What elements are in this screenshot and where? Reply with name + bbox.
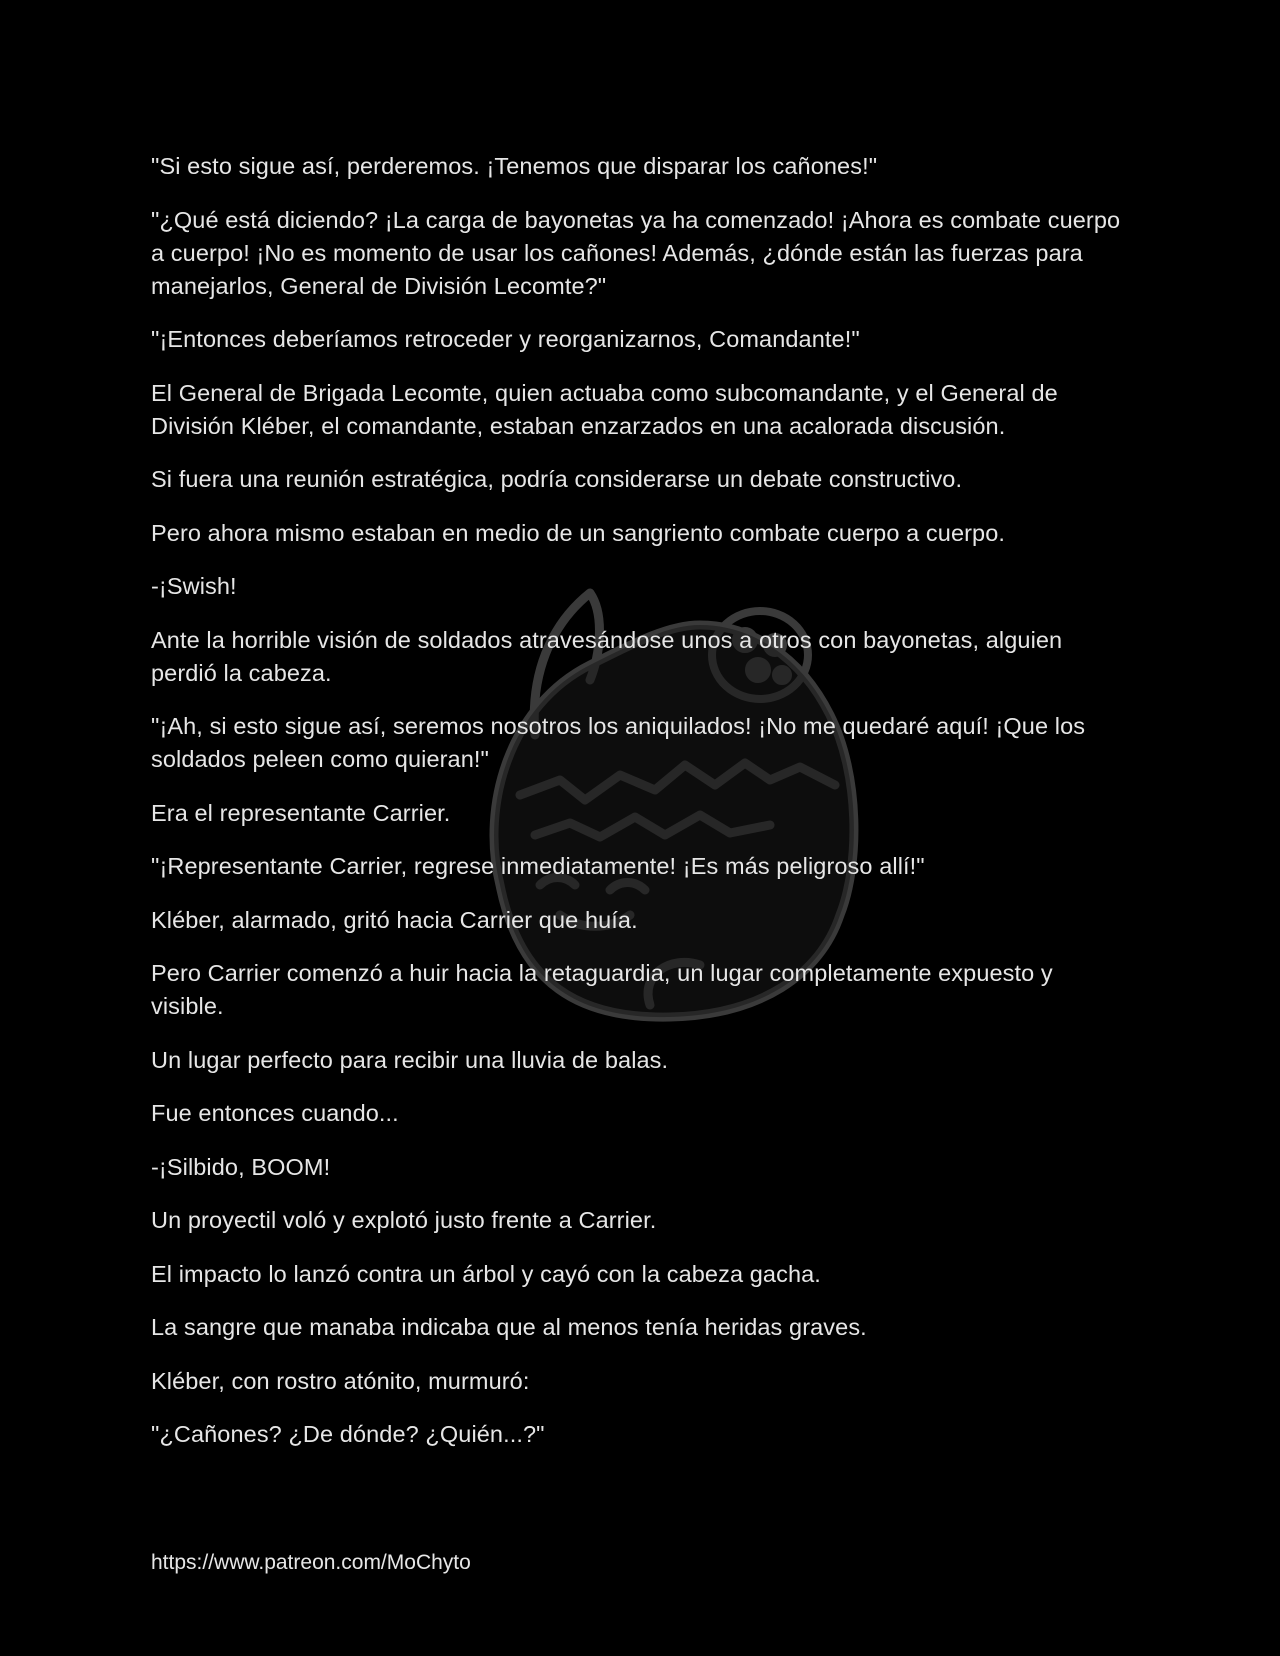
paragraph: Pero ahora mismo estaban en medio de un sangriento combate cuerpo a cuerpo. <box>151 519 1006 546</box>
paragraph: "¿Cañones? ¿De dónde? ¿Quién...?" <box>151 1421 545 1447</box>
paragraph: "¡Representante Carrier, regrese inmediatamente! ¡Es más peligroso allí!" <box>151 853 925 879</box>
chapter-text <box>151 150 1131 1472</box>
paragraph: Kléber, alarmado, gritó hacia Carrier que huía. <box>151 906 638 933</box>
paragraph: Un lugar perfecto para recibir una lluvia de balas. <box>151 1046 669 1073</box>
paragraph: Kléber, con rostro atónito, murmuró: <box>151 1367 530 1394</box>
paragraph: "¿Qué está diciendo? ¡La carga de bayonetas ya ha comenzado! ¡Ahora es combate cuerpo a cuerpo! ¡No es momento de usar los cañones! Además, ¿dónde están las fuerzas para manejarlos, General de División Lecomte?" <box>151 206 1121 299</box>
paragraph: Si fuera una reunión estratégica, podría considerarse un debate constructivo. <box>151 466 963 492</box>
paragraph: La sangre que manaba indicaba que al menos tenía heridas graves. <box>151 1314 867 1340</box>
paragraph: Fue entonces cuando... <box>151 1100 399 1126</box>
paragraph: -¡Swish! <box>151 573 237 599</box>
paragraph: Pero Carrier comenzó a huir hacia la retaguardia, un lugar completamente expuesto y visible. <box>151 960 1053 1019</box>
paragraph: Un proyectil voló y explotó justo frente a Carrier. <box>151 1207 657 1233</box>
paragraph: "¡Ah, si esto sigue así, seremos nosotros los aniquilados! ¡No me quedaré aquí! ¡Que los soldados peleen como quieran!" <box>151 713 1086 772</box>
paragraph: "¡Entonces deberíamos retroceder y reorganizarnos, Comandante!" <box>151 326 860 352</box>
paragraph: Ante la horrible visión de soldados atravesándose unos a otros con bayonetas, alguien perdió la cabeza. <box>151 626 1063 686</box>
patreon-link[interactable]: https://www.patreon.com/MoChyto <box>151 1551 471 1574</box>
paragraph: "Si esto sigue así, perderemos. ¡Tenemos que disparar los cañones!" <box>151 153 878 179</box>
paragraph: El General de Brigada Lecomte, quien actuaba como subcomandante, y el General de División Kléber, el comandante, estaban enzarzados en una acalorada discusión. <box>151 379 1058 439</box>
paragraph: -¡Silbido, BOOM! <box>151 1153 331 1180</box>
paragraph: El impacto lo lanzó contra un árbol y cayó con la cabeza gacha. <box>151 1260 821 1287</box>
paragraph: Era el representante Carrier. <box>151 799 451 826</box>
